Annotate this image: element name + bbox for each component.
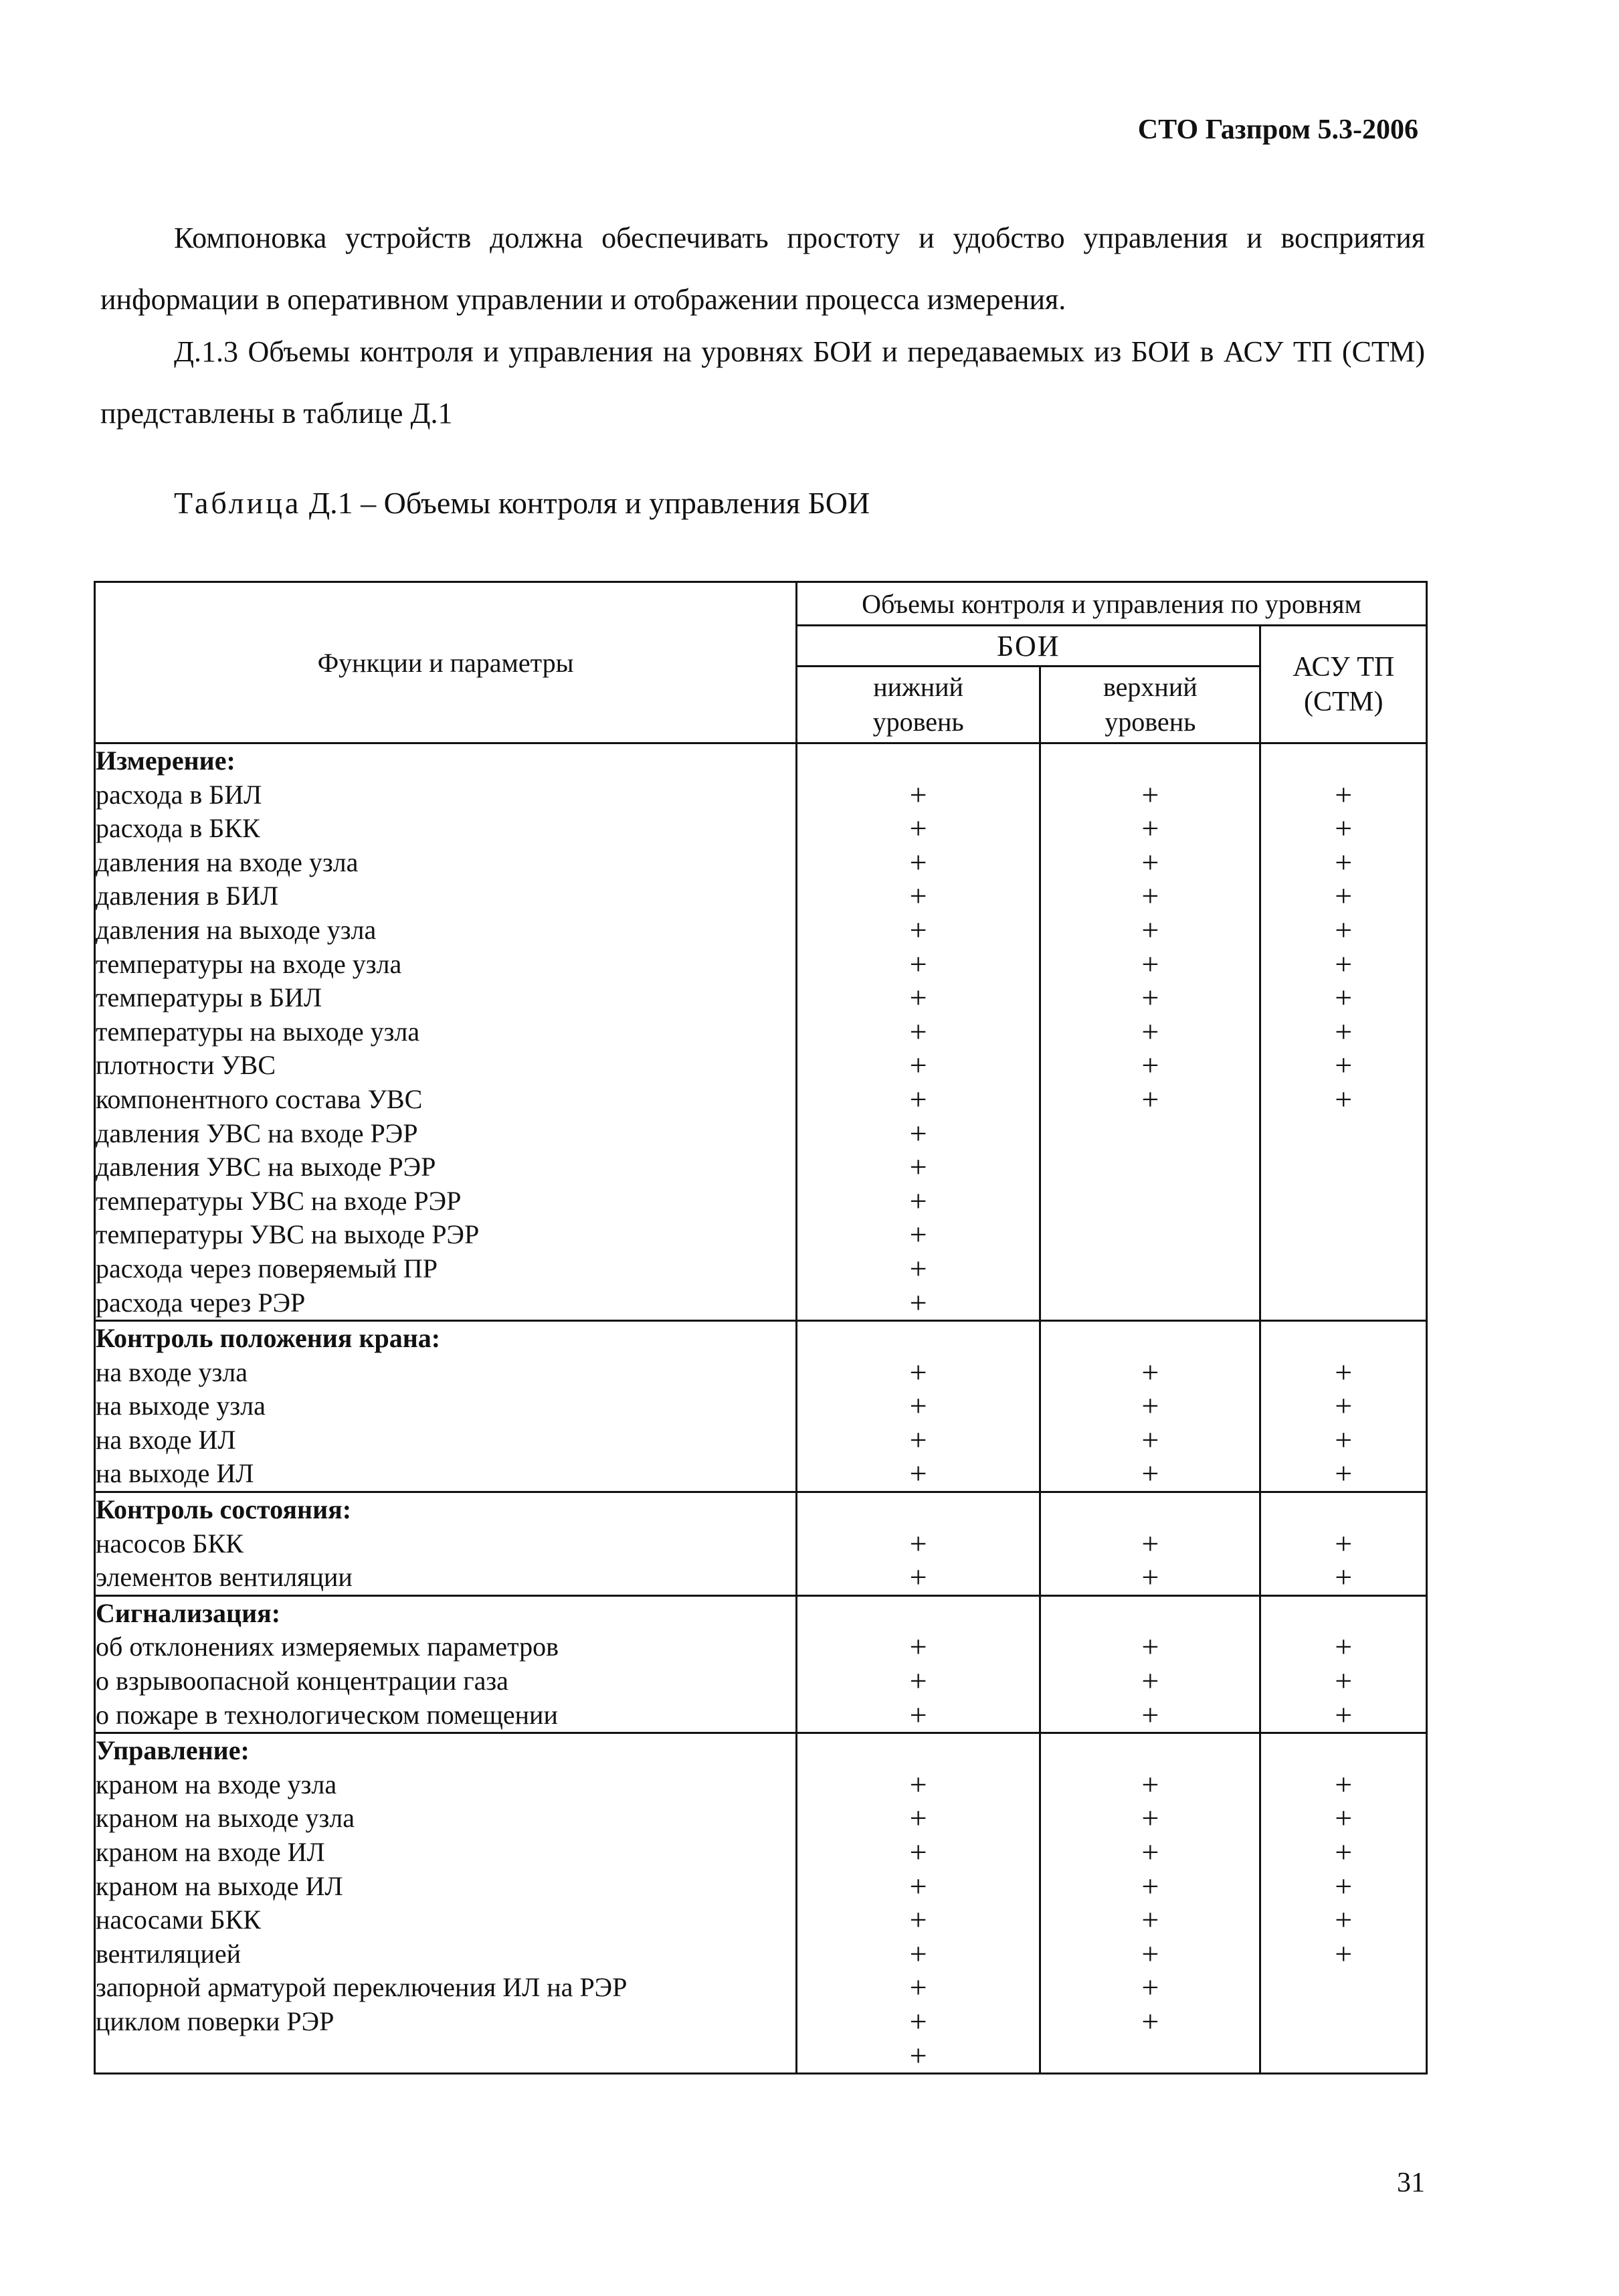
lower-level-marks xyxy=(797,743,1040,1321)
title-row-spacer xyxy=(1041,1734,1259,1768)
plus-mark: + xyxy=(1141,2004,1159,2038)
plus-mark: + xyxy=(1141,1835,1159,1869)
paragraph-layout-description: Компоновка устройств должна обеспечивать простоту и удобство управления и восприятия информации в оперативном управлении и отображении процесса измерения. xyxy=(100,222,1425,316)
parameter-item: о взрывоопасной концентрации газа xyxy=(96,1666,508,1696)
section-parameters xyxy=(95,1595,797,1733)
plus-mark: + xyxy=(1335,1014,1353,1049)
plus-mark: + xyxy=(1141,1970,1159,2005)
plus-mark: + xyxy=(1335,1903,1353,1937)
plus-mark: + xyxy=(1335,946,1353,981)
parameter-item: на входе ИЛ xyxy=(96,1424,236,1455)
plus-mark xyxy=(1041,1184,1259,1219)
plus-mark: + xyxy=(909,1116,927,1150)
plus-mark: + xyxy=(1141,1389,1159,1423)
plus-mark: + xyxy=(1141,879,1159,913)
parameter-item: давления на входе узла xyxy=(96,847,359,877)
title-row-spacer xyxy=(1261,1597,1426,1631)
plus-mark: + xyxy=(909,1903,927,1937)
plus-mark: + xyxy=(909,1697,927,1732)
plus-mark: + xyxy=(909,1183,927,1218)
header-upper-line2: уровень xyxy=(1105,707,1196,737)
plus-mark: + xyxy=(1141,1664,1159,1698)
plus-mark: + xyxy=(909,1014,927,1049)
plus-mark: + xyxy=(909,1767,927,1801)
plus-mark: + xyxy=(909,1150,927,1184)
plus-mark: + xyxy=(1141,1081,1159,1116)
section-parameters xyxy=(95,1492,797,1596)
upper-level-marks xyxy=(1040,1492,1260,1596)
plus-mark xyxy=(1261,1252,1426,1286)
parameter-item: запорной арматурой переключения ИЛ на РЭР xyxy=(96,1972,628,2003)
plus-mark: + xyxy=(1335,1560,1353,1595)
plus-mark: + xyxy=(1335,1697,1353,1732)
plus-mark: + xyxy=(1141,1048,1159,1083)
title-row-spacer xyxy=(1261,1493,1426,1527)
title-row-spacer xyxy=(1261,744,1426,778)
plus-mark: + xyxy=(1141,946,1159,981)
table-section xyxy=(95,1595,1427,1733)
plus-mark: + xyxy=(1141,811,1159,846)
plus-mark: + xyxy=(909,1526,927,1561)
plus-mark: + xyxy=(1141,1868,1159,1903)
plus-mark: + xyxy=(909,1664,927,1698)
upper-level-marks xyxy=(1040,1595,1260,1733)
title-row-spacer xyxy=(797,1597,1039,1631)
title-row-spacer xyxy=(1261,1734,1426,1768)
plus-mark: + xyxy=(1335,811,1353,846)
plus-mark: + xyxy=(909,1389,927,1423)
section-title: Управление: xyxy=(96,1735,250,1766)
plus-mark: + xyxy=(909,1868,927,1903)
plus-mark: + xyxy=(909,980,927,1015)
header-functions: Функции и параметры xyxy=(95,582,797,743)
plus-mark: + xyxy=(1335,1835,1353,1869)
parameter-item: краном на выходе ИЛ xyxy=(96,1870,343,1901)
plus-mark: + xyxy=(909,811,927,846)
plus-mark: + xyxy=(1335,980,1353,1015)
plus-mark xyxy=(1041,1286,1259,1320)
parameter-item: компонентного состава УВС xyxy=(96,1083,423,1114)
parameter-item: вентиляцией xyxy=(96,1938,242,1969)
parameter-item: температуры на выходе узла xyxy=(96,1016,420,1047)
parameter-item: давления УВС на выходе РЭР xyxy=(96,1152,436,1182)
plus-mark xyxy=(1261,1117,1426,1151)
plus-mark xyxy=(1041,1117,1259,1151)
plus-mark: + xyxy=(909,1801,927,1836)
plus-mark: + xyxy=(1141,1903,1159,1937)
parameter-item: элементов вентиляции xyxy=(96,1562,353,1593)
title-row-spacer xyxy=(797,1734,1039,1768)
upper-level-marks xyxy=(1040,1321,1260,1492)
table-caption-text: Д.1 – Объемы контроля и управления БОИ xyxy=(308,486,870,520)
plus-mark: + xyxy=(1335,1767,1353,1801)
lower-level-marks xyxy=(797,1492,1040,1596)
plus-mark: + xyxy=(1335,879,1353,913)
upper-level-marks xyxy=(1040,1733,1260,2074)
parameter-item: температуры на входе узла xyxy=(96,948,402,979)
plus-mark: + xyxy=(909,946,927,981)
plus-mark: + xyxy=(1335,912,1353,947)
asu-marks xyxy=(1260,1321,1427,1492)
header-lower-level xyxy=(797,667,1040,743)
parameter-item: расхода через РЭР xyxy=(96,1287,306,1318)
plus-mark: + xyxy=(909,1354,927,1389)
control-volumes-table xyxy=(94,581,1428,2074)
header-volumes: Объемы контроля и управления по уровням xyxy=(797,582,1427,626)
plus-mark: + xyxy=(1335,845,1353,879)
plus-mark: + xyxy=(1335,1456,1353,1491)
plus-mark xyxy=(1261,1218,1426,1252)
plus-mark: + xyxy=(909,1217,927,1252)
plus-mark: + xyxy=(909,2038,927,2072)
plus-mark: + xyxy=(909,1422,927,1457)
plus-mark: + xyxy=(1335,1422,1353,1457)
paragraph-control-volumes: Д.1.3 Объемы контроля и управления на уровнях БОИ и передаваемых из БОИ в АСУ ТП (СТМ) представлены в таблице Д.1 xyxy=(100,335,1425,430)
plus-mark: + xyxy=(1141,1697,1159,1732)
table-section xyxy=(95,743,1427,1321)
plus-mark: + xyxy=(1141,1936,1159,1971)
plus-mark: + xyxy=(909,777,927,812)
parameter-item: температуры в БИЛ xyxy=(96,982,322,1013)
parameter-item: об отклонениях измеряемых параметров xyxy=(96,1631,559,1662)
header-asu-line2: (СТМ) xyxy=(1304,686,1384,717)
plus-mark: + xyxy=(1335,1664,1353,1698)
title-row-spacer xyxy=(797,1322,1039,1356)
plus-mark: + xyxy=(909,879,927,913)
parameter-item: давления УВС на входе РЭР xyxy=(96,1118,418,1148)
parameter-item: циклом поверки РЭР xyxy=(96,2006,335,2036)
parameter-item: расхода через поверяемый ПР xyxy=(96,1253,438,1284)
title-row-spacer xyxy=(1041,1493,1259,1527)
plus-mark: + xyxy=(1141,1560,1159,1595)
parameter-item: краном на выходе узла xyxy=(96,1803,355,1834)
plus-mark: + xyxy=(909,1936,927,1971)
plus-mark: + xyxy=(1141,1767,1159,1801)
asu-marks xyxy=(1260,1733,1427,2074)
plus-mark xyxy=(1261,1150,1426,1184)
title-row-spacer xyxy=(1041,744,1259,778)
plus-mark: + xyxy=(1141,1456,1159,1491)
plus-mark: + xyxy=(909,1560,927,1595)
plus-mark: + xyxy=(1335,1629,1353,1664)
plus-mark: + xyxy=(909,1048,927,1083)
parameter-item: о пожаре в технологическом помещении xyxy=(96,1699,558,1730)
header-boi: БОИ xyxy=(797,626,1260,667)
parameter-item: давления в БИЛ xyxy=(96,881,279,911)
plus-mark xyxy=(1261,1286,1426,1320)
parameter-item: на выходе узла xyxy=(96,1391,266,1421)
plus-mark: + xyxy=(909,1835,927,1869)
plus-mark: + xyxy=(1335,1389,1353,1423)
plus-mark: + xyxy=(1141,1801,1159,1836)
plus-mark: + xyxy=(1335,1801,1353,1836)
parameter-item: насосов БКК xyxy=(96,1528,244,1559)
plus-mark: + xyxy=(909,2004,927,2038)
plus-mark: + xyxy=(909,1251,927,1286)
parameter-item: краном на входе ИЛ xyxy=(96,1837,325,1867)
parameter-item: расхода в БИЛ xyxy=(96,779,262,810)
section-title: Измерение: xyxy=(96,745,235,776)
plus-mark: + xyxy=(1335,777,1353,812)
plus-mark: + xyxy=(1141,777,1159,812)
plus-mark: + xyxy=(909,1970,927,2005)
lower-level-marks xyxy=(797,1595,1040,1733)
upper-level-marks xyxy=(1040,743,1260,1321)
plus-mark: + xyxy=(1141,1629,1159,1664)
plus-mark: + xyxy=(1335,1526,1353,1561)
plus-mark xyxy=(1041,1218,1259,1252)
section-title: Сигнализация: xyxy=(96,1597,281,1628)
plus-mark: + xyxy=(1335,1936,1353,1971)
parameter-item: краном на входе узла xyxy=(96,1769,337,1799)
parameter-item: насосами БКК xyxy=(96,1905,261,1935)
plus-mark: + xyxy=(909,1285,927,1320)
plus-mark: + xyxy=(1141,845,1159,879)
header-asu xyxy=(1260,626,1427,743)
plus-mark: + xyxy=(1141,980,1159,1015)
plus-mark: + xyxy=(909,845,927,879)
header-asu-line1: АСУ ТП xyxy=(1293,651,1395,683)
plus-mark: + xyxy=(1335,1868,1353,1903)
plus-mark xyxy=(1041,1252,1259,1286)
title-row-spacer xyxy=(797,1493,1039,1527)
table-caption xyxy=(174,485,870,521)
parameter-item: на входе узла xyxy=(96,1356,248,1387)
table-body xyxy=(95,743,1427,2074)
plus-mark: + xyxy=(909,1629,927,1664)
title-row-spacer xyxy=(1041,1597,1259,1631)
asu-marks xyxy=(1260,743,1427,1321)
table-section xyxy=(95,1733,1427,2074)
plus-mark: + xyxy=(1141,1526,1159,1561)
document-code: СТО Газпром 5.3-2006 xyxy=(1137,114,1418,145)
plus-mark: + xyxy=(1141,1354,1159,1389)
lower-level-marks xyxy=(797,1321,1040,1492)
section-parameters xyxy=(95,1321,797,1492)
section-parameters xyxy=(95,743,797,1321)
header-upper-level xyxy=(1040,667,1260,743)
parameter-item: температуры УВС на входе РЭР xyxy=(96,1185,462,1216)
header-lower-line2: уровень xyxy=(872,707,964,737)
title-row-spacer xyxy=(797,744,1039,778)
section-title: Контроль положения крана: xyxy=(96,1323,441,1354)
section-parameters xyxy=(95,1733,797,2074)
header-lower-line1: нижний xyxy=(873,672,963,702)
plus-mark xyxy=(1041,1150,1259,1184)
section-title: Контроль состояния: xyxy=(96,1494,352,1525)
plus-mark: + xyxy=(1335,1048,1353,1083)
plus-mark: + xyxy=(909,1456,927,1491)
asu-marks xyxy=(1260,1595,1427,1733)
plus-mark: + xyxy=(1335,1081,1353,1116)
plus-mark xyxy=(1261,1184,1426,1219)
table-section xyxy=(95,1492,1427,1596)
header-upper-line1: верхний xyxy=(1103,672,1198,702)
plus-mark: + xyxy=(909,1081,927,1116)
plus-mark: + xyxy=(1141,1422,1159,1457)
plus-mark: + xyxy=(1335,1354,1353,1389)
table-caption-label: Таблица xyxy=(174,486,302,520)
lower-level-marks xyxy=(797,1733,1040,2074)
parameter-item: на выходе ИЛ xyxy=(96,1458,254,1489)
title-row-spacer xyxy=(1261,1322,1426,1356)
table-section xyxy=(95,1321,1427,1492)
parameter-item: давления на выходе узла xyxy=(96,914,377,945)
plus-mark: + xyxy=(1141,1014,1159,1049)
parameter-item: температуры УВС на выходе РЭР xyxy=(96,1219,480,1250)
asu-marks xyxy=(1260,1492,1427,1596)
parameter-item: расхода в БКК xyxy=(96,813,260,844)
plus-mark: + xyxy=(909,912,927,947)
plus-mark: + xyxy=(1141,912,1159,947)
title-row-spacer xyxy=(1041,1322,1259,1356)
page-number: 31 xyxy=(1397,2168,1425,2198)
parameter-item: плотности УВС xyxy=(96,1050,276,1081)
